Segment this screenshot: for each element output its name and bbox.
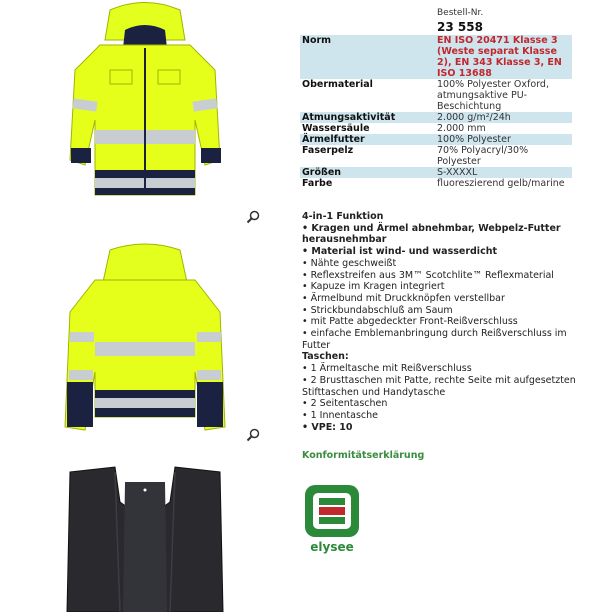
spec-key: Wassersäule: [302, 123, 370, 134]
pocket-item: • 2 Seitentaschen: [302, 398, 388, 410]
zoom-icon[interactable]: [246, 428, 260, 442]
spec-key: Farbe: [302, 178, 333, 189]
jacket-front-image[interactable]: [55, 0, 235, 215]
spec-row: [300, 112, 572, 123]
spec-value: 100% Polyester: [435, 134, 572, 145]
feature-item: • Reflexstreifen aus 3M™ Scotchlite™ Reflexmaterial: [302, 269, 554, 281]
spec-key: Norm: [300, 35, 435, 79]
conformity-declaration-link[interactable]: Konformitätserklärung: [302, 450, 425, 461]
features-heading: 4-in-1 Funktion: [302, 211, 384, 222]
spec-key: Obermaterial: [302, 79, 373, 90]
logo-wordmark: elysee: [310, 540, 354, 554]
pockets-heading: Taschen:: [302, 351, 349, 363]
spec-row: [300, 145, 572, 167]
spec-value: 70% Polyacryl/30% Polyester: [437, 145, 529, 167]
spec-value: EN ISO 20471 Klasse 3 (Weste separat Klasse 2), EN 343 Klasse 3, EN ISO 13688: [435, 35, 572, 79]
elysee-logo: [303, 483, 361, 555]
spec-row: [300, 79, 572, 112]
feature-item: • einfache Emblemanbringung durch Reißverschluss im Futter: [302, 328, 567, 351]
feature-item: • Material ist wind- und wasserdicht: [302, 246, 498, 258]
spec-key: Ärmelfutter: [300, 134, 435, 145]
spec-value: 2.000 mm: [437, 123, 486, 134]
spec-value: S-XXXXL: [435, 167, 572, 178]
spec-key: Faserpelz: [302, 145, 354, 156]
feature-item: • Ärmelbund mit Druckknöpfen verstellbar: [302, 292, 505, 304]
feature-item: • Strickbundabschluß am Saum: [302, 304, 453, 316]
feature-item: • Kapuze im Kragen integriert: [302, 281, 445, 293]
order-number: 23 558: [437, 20, 483, 34]
spec-row: [300, 35, 572, 79]
spec-value: 100% Polyester Oxford, atmungsaktive PU-Beschichtung: [437, 79, 549, 112]
feature-item: • Nähte geschweißt: [302, 257, 397, 269]
spec-row: [300, 167, 572, 178]
spec-value: fluoreszierend gelb/marine: [437, 178, 565, 189]
feature-item: • mit Patte abgedeckter Front-Reißverschluss: [302, 316, 518, 328]
feature-list: [302, 211, 592, 433]
pocket-item: • 2 Brusttaschen mit Patte, rechte Seite mit aufgesetzten Stifttaschen und Handytasche: [302, 374, 576, 398]
spec-row: [300, 134, 572, 145]
spec-key: Atmungsaktivität: [300, 112, 435, 123]
jacket-back-image[interactable]: [55, 242, 235, 442]
spec-row: [300, 178, 572, 189]
zoom-icon[interactable]: [246, 210, 260, 224]
spec-table: [300, 35, 572, 189]
spec-key: Größen: [300, 167, 435, 178]
pocket-item: • 1 Ärmeltasche mit Reißverschluss: [302, 363, 472, 375]
spec-row: [300, 123, 572, 134]
feature-item: • Kragen und Ärmel abnehmbar, Webpelz-Futter herausnehmbar: [302, 222, 561, 246]
order-number-label: Bestell-Nr.: [437, 8, 484, 18]
product-images: [0, 0, 300, 612]
vpe-item: • VPE: 10: [302, 421, 353, 433]
pocket-item: • 1 Innentasche: [302, 409, 378, 421]
fleece-liner-image[interactable]: [55, 462, 235, 612]
spec-value: 2.000 g/m²/24h: [435, 112, 572, 123]
